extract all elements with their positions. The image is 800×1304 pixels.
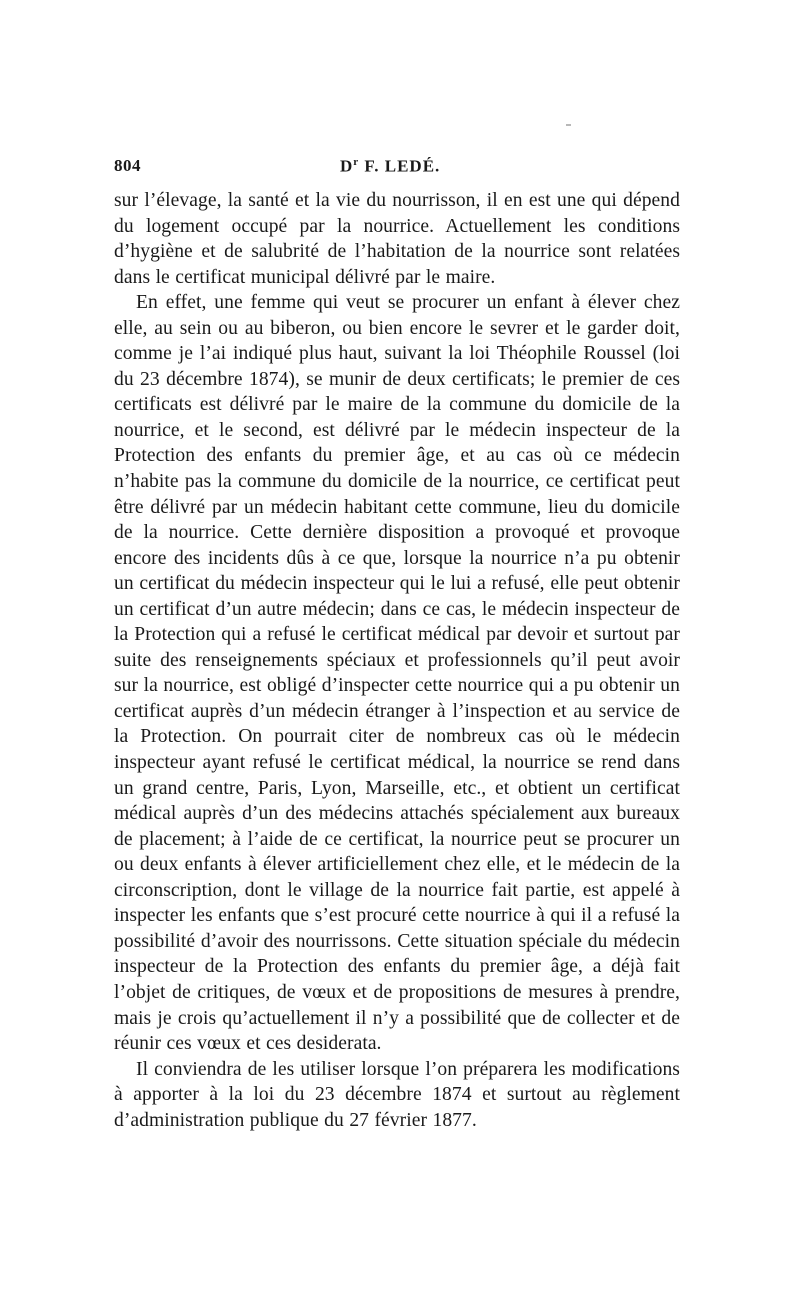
running-head-prefix: D bbox=[340, 156, 354, 176]
running-head-name: F. LEDÉ. bbox=[359, 156, 441, 176]
page-number: 804 bbox=[114, 156, 141, 175]
paragraph-2: En effet, une femme qui veut se procurer un enfant à élever chez elle, au sein ou au biberon, ou bien encore le sevrer et le garder doit, comme je l’ai indiqué plus haut, suivant la loi Théophile Roussel (loi du 23 décembre 1874), se munir de deux certificats; le premier de ces certificats est délivré par le maire de la commune du domicile de la nourrice, et le second, est délivré par le médecin inspecteur de la Protection des enfants du premier âge, et au cas où ce médecin n’habite pas la commune du domicile de la nourrice, ce certificat peut être délivré par un médecin habitant cette commune, lieu du domicile de la nourrice. Cette dernière disposition a provoqué et provoque encore des incidents dûs à ce que, lorsque la nourrice n’a pu obtenir un certificat du médecin inspecteur qui le lui a refusé, elle peut obtenir un certificat d’un autre médecin; dans ce cas, le médecin inspecteur de la Protection qui a refusé le certificat médical par devoir et surtout par suite des renseignements spéciaux et professionnels qu’il peut avoir sur la nourrice, est obligé d’inspecter cette nourrice qui a pu obtenir un certificat auprès d’un médecin étranger à l’inspection et au service de la Protection. On pourrait citer de nombreux cas où le médecin inspecteur ayant refusé le certificat médical, la nourrice se rend dans un grand centre, Paris, Lyon, Marseille, etc., et obtient un certificat médical auprès d’un des médecins attachés spécialement aux bureaux de placement; à l’aide de ce certificat, la nourrice peut se procurer un ou deux enfants à élever artificiellement chez elle, et le médecin de la circonscription, dont le village de la nourrice fait partie, est appelé à inspecter les enfants que s’est procuré cette nourrice à qui il a refusé la possibilité d’avoir des nourrissons. Cette situation spéciale du médecin inspecteur de la Protection des enfants du premier âge, a déjà fait l’objet de critiques, de vœux et de propositions de mesures à prendre, mais je crois qu’actuellement il n’y a possibilité que de collecter et de réunir ces vœux et ces desiderata. bbox=[114, 292, 680, 1055]
paragraph-3: Il conviendra de les utiliser lorsque l’on préparera les modifications à apporter à la loi du 23 décembre 1874 et surtout au règlement d’administration publique du 27 février 1877. bbox=[114, 1058, 680, 1131]
page-header bbox=[114, 156, 680, 182]
body-text bbox=[114, 188, 680, 1133]
paragraph-1: sur l’élevage, la santé et la vie du nourrisson, il en est une qui dépend du logement occupé par la nourrice. Actuellement les conditions d’hygiène et de salubrité de l’habitation de la nourrice sont relatées dans le certificat municipal délivré par le maire. bbox=[114, 190, 680, 288]
running-head-sup: r bbox=[353, 156, 360, 168]
print-speck bbox=[566, 124, 571, 126]
running-head bbox=[340, 156, 440, 177]
